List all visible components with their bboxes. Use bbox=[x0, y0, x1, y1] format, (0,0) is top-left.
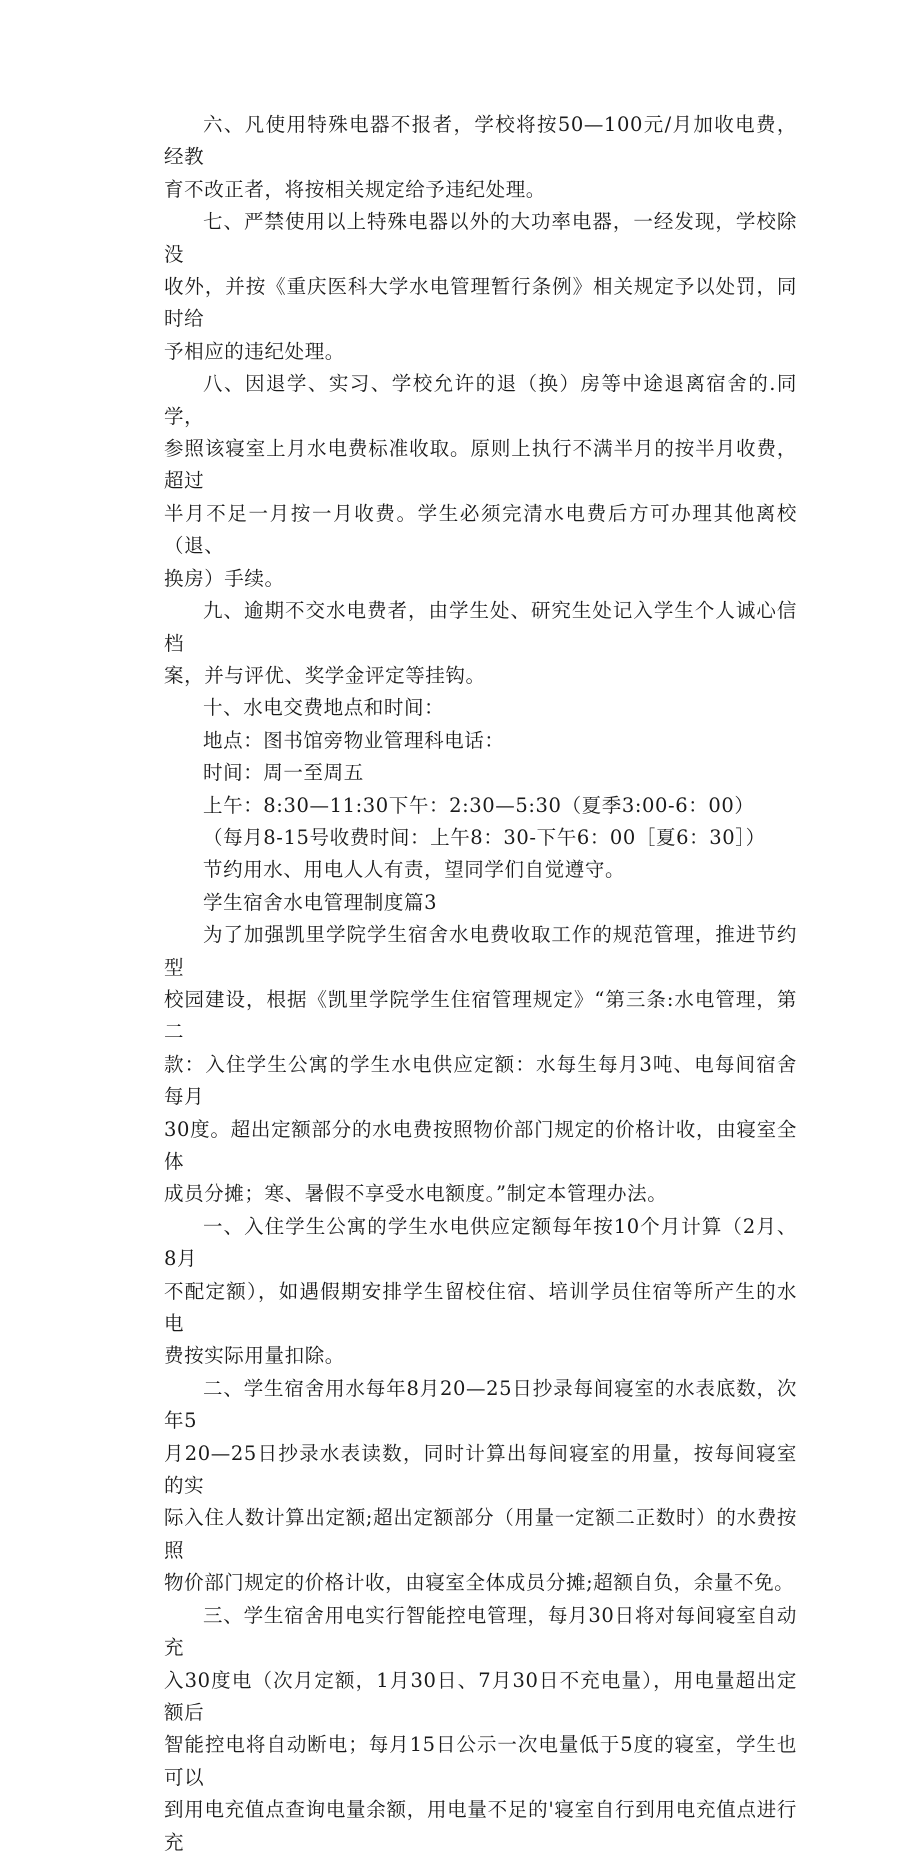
text-line: 二、学生宿舍用水每年8月20—25日抄录每间寝室的水表底数，次年5 bbox=[164, 1376, 797, 1433]
text-line: 月20—25日抄录水表读数，同时计算出每间寝室的用量，按每间寝室的实 bbox=[164, 1441, 797, 1498]
text-line: 收外，并按《重庆医科大学水电管理暂行条例》相关规定予以处罚，同时给 bbox=[164, 275, 797, 331]
text-line: 予相应的违纪处理。 bbox=[164, 339, 345, 363]
text-line: 成员分摊；寒、暑假不享受水电额度。”制定本管理办法。 bbox=[164, 1182, 668, 1206]
text-line: 半月不足一月按一月收费。学生必须完清水电费后方可办理其他离校（退、 bbox=[164, 501, 797, 558]
text-line: 不配定额），如遇假期安排学生留校住宿、培训学员住宿等所产生的水电 bbox=[164, 1279, 797, 1336]
text-line: 校园建设，根据《凯里学院学生住宿管理规定》“第三条:水电管理，第二 bbox=[164, 987, 797, 1044]
paragraph-item-3 bbox=[164, 1600, 797, 1859]
paragraph-item-1 bbox=[164, 1211, 797, 1373]
text-line: 款：入住学生公寓的学生水电供应定额：水每生每月3吨、电每间宿舍每月 bbox=[164, 1052, 797, 1109]
paragraph-monthly-hours bbox=[164, 822, 797, 854]
text-line: 上午：8:30—11:30下午：2:30—5:30（夏季3:00-6：00） bbox=[203, 793, 755, 817]
text-line: 30度。超出定额部分的水电费按照物价部门规定的价格计收，由寝室全体 bbox=[164, 1117, 797, 1173]
text-line: 智能控电将自动断电；每月15日公示一次电量低于5度的寝室，学生也可以 bbox=[164, 1733, 797, 1789]
text-line: 一、入住学生公寓的学生水电供应定额每年按10个月计算（2月、8月 bbox=[164, 1214, 797, 1271]
text-line: 时间：周一至周五 bbox=[203, 761, 364, 785]
text-line: 入30度电（次月定额，1月30日、7月30日不充电量），用电量超出定额后 bbox=[164, 1668, 797, 1724]
section-heading bbox=[164, 887, 797, 919]
text-line: 节约用水、用电人人有责，望同学们自觉遵守。 bbox=[203, 858, 626, 882]
paragraph-item-2 bbox=[164, 1373, 797, 1600]
text-line: 物价部门规定的价格计收，由寝室全体成员分摊;超额自负，余量不免。 bbox=[164, 1571, 795, 1595]
text-line: 为了加强凯里学院学生宿舍水电费收取工作的规范管理，推进节约型 bbox=[164, 923, 797, 979]
text-line: 三、学生宿舍用电实行智能控电管理，每月30日将对每间寝室自动充 bbox=[164, 1603, 797, 1660]
text-line: 案，并与评优、奖学金评定等挂钩。 bbox=[164, 663, 486, 687]
paragraph-location bbox=[164, 725, 797, 757]
paragraph-rule-8 bbox=[164, 368, 797, 595]
text-line: 六、凡使用特殊电器不报者，学校将按50—100元/月加收电费，经教 bbox=[164, 113, 797, 169]
text-line: 学生宿舍水电管理制度篇3 bbox=[203, 890, 438, 914]
text-line: 换房）手续。 bbox=[164, 566, 285, 590]
paragraph-rule-7 bbox=[164, 206, 797, 368]
text-line: 地点：图书馆旁物业管理科电话： bbox=[203, 728, 505, 752]
text-line: 八、因退学、实习、学校允许的退（换）房等中途退离宿舍的.同学， bbox=[164, 372, 797, 428]
paragraph-rule-10 bbox=[164, 692, 797, 724]
paragraph-rule-9 bbox=[164, 595, 797, 692]
text-line: 育不改正者，将按相关规定给予违纪处理。 bbox=[164, 177, 546, 201]
text-line: 参照该寝室上月水电费标准收取。原则上执行不满半月的按半月收费，超过 bbox=[164, 437, 797, 493]
paragraph-rule-6 bbox=[164, 109, 797, 206]
paragraph-intro bbox=[164, 919, 797, 1211]
text-line: 费按实际用量扣除。 bbox=[164, 1344, 345, 1368]
paragraph-hours bbox=[164, 790, 797, 822]
text-line: （每月8-15号收费时间：上午8：30-下午6：00［夏6：30］） bbox=[203, 825, 766, 849]
paragraph-time bbox=[164, 757, 797, 789]
document-body bbox=[164, 109, 797, 1859]
paragraph-conservation-note bbox=[164, 854, 797, 886]
text-line: 十、水电交费地点和时间： bbox=[203, 696, 445, 720]
text-line: 七、严禁使用以上特殊电器以外的大功率电器，一经发现，学校除没 bbox=[164, 210, 797, 266]
text-line: 九、逾期不交水电费者，由学生处、研究生处记入学生个人诚心信档 bbox=[164, 599, 797, 655]
text-line: 到用电充值点查询电量余额，用电量不足的'寝室自行到用电充值点进行充 bbox=[164, 1798, 797, 1854]
text-line: 际入住人数计算出定额;超出定额部分（用量一定额二正数时）的水费按照 bbox=[164, 1506, 797, 1562]
